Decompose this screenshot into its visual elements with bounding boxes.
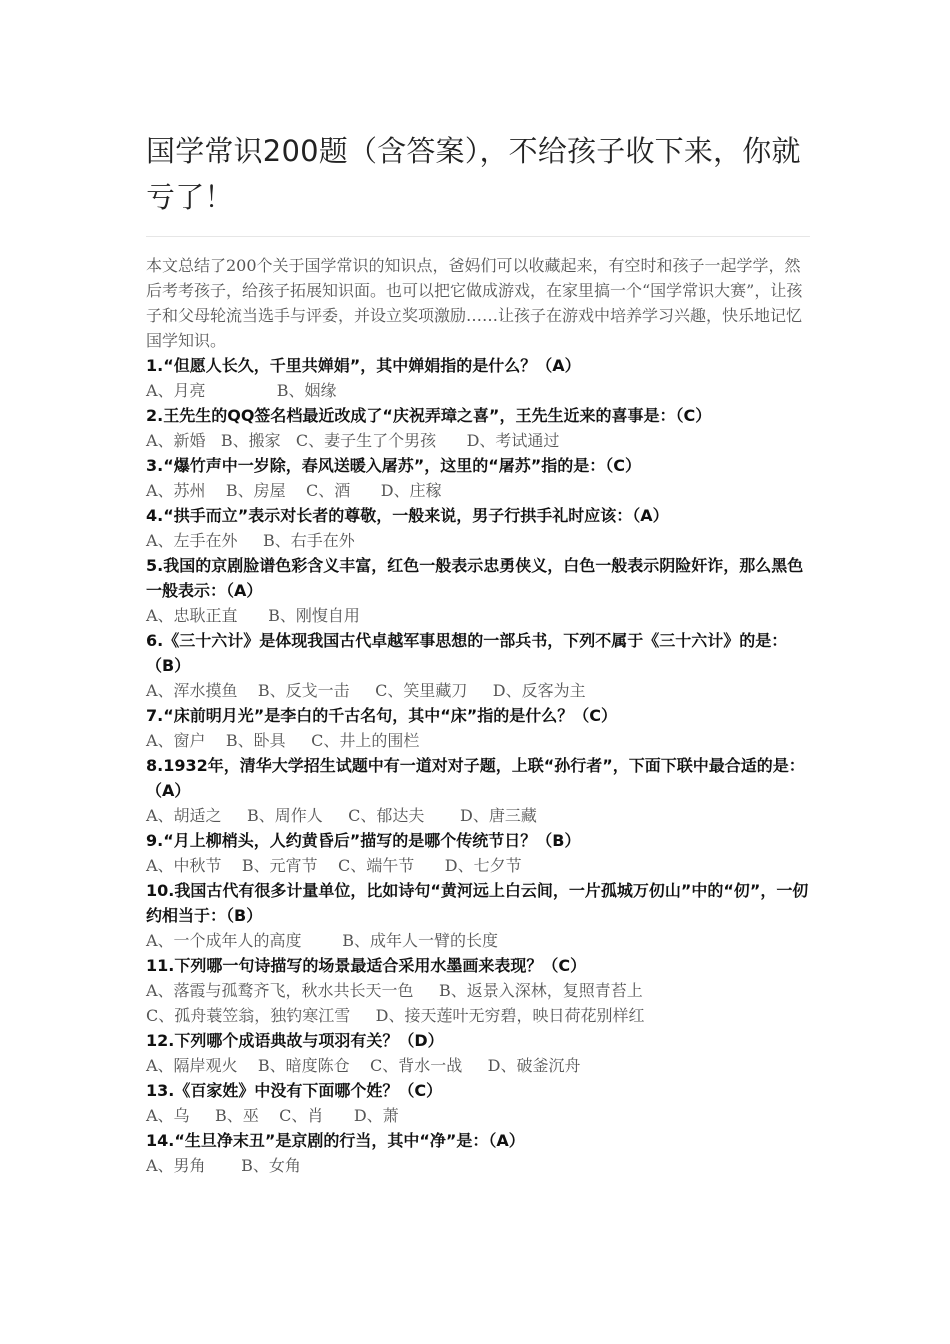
question-item bbox=[146, 628, 810, 703]
question-item bbox=[146, 703, 810, 753]
question-item bbox=[146, 403, 810, 453]
question-text: 8.1932年，清华大学招生试题中有一道对对子题，上联“孙行者”，下面下联中最合适的是：（A） bbox=[146, 756, 805, 800]
question-item bbox=[146, 1028, 810, 1078]
answer-options: A、隔岸观火 B、暗度陈仓 C、背水一战 D、破釜沉舟 bbox=[146, 1056, 581, 1075]
answer-options: A、落霞与孤鹜齐飞，秋水共长天一色 B、返景入深林，复照青苔上 bbox=[146, 981, 643, 1000]
answer-options: A、苏州 B、房屋 C、酒 D、庄稼 bbox=[146, 481, 442, 500]
answer-options: A、忠耿正直 B、刚愎自用 bbox=[146, 606, 360, 625]
answer-options: A、月亮 B、姻缘 bbox=[146, 381, 337, 400]
question-item bbox=[146, 753, 810, 828]
question-text: 10.我国古代有很多计量单位，比如诗句“黄河远上白云间，一片孤城万仞山”中的“仞”，一仞约相当于：（B） bbox=[146, 881, 809, 925]
title-divider bbox=[146, 236, 810, 237]
answer-options: A、胡适之 B、周作人 C、郁达夫 D、唐三藏 bbox=[146, 806, 537, 825]
question-item bbox=[146, 878, 810, 953]
question-item bbox=[146, 553, 810, 628]
question-text: 12.下列哪个成语典故与项羽有关？（D） bbox=[146, 1031, 444, 1050]
question-list bbox=[146, 353, 810, 1178]
answer-options: A、浑水摸鱼 B、反戈一击 C、笑里藏刀 D、反客为主 bbox=[146, 681, 586, 700]
question-text: 7.“床前明月光”是李白的千古名句，其中“床”指的是什么？（C） bbox=[146, 706, 618, 725]
answer-options: A、窗户 B、卧具 C、井上的围栏 bbox=[146, 731, 420, 750]
question-text: 9.“月上柳梢头，人约黄昏后”描写的是哪个传统节日？（B） bbox=[146, 831, 581, 850]
question-item bbox=[146, 953, 810, 1028]
question-text: 4.“拱手而立”表示对长者的尊敬，一般来说，男子行拱手礼时应该：（A） bbox=[146, 506, 669, 525]
article-title: 国学常识200题（含答案），不给孩子收下来，你就亏了！ bbox=[146, 134, 801, 214]
question-text: 1.“但愿人长久，千里共婵娟”，其中婵娟指的是什么？（A） bbox=[146, 356, 581, 375]
question-item bbox=[146, 1078, 810, 1128]
question-text: 13.《百家姓》中没有下面哪个姓？（C） bbox=[146, 1081, 443, 1100]
question-text: 11.下列哪一句诗描写的场景最适合采用水墨画来表现？（C） bbox=[146, 956, 587, 975]
answer-options: A、男角 B、女角 bbox=[146, 1156, 301, 1175]
question-item bbox=[146, 828, 810, 878]
question-item bbox=[146, 453, 810, 503]
answer-options: A、新婚 B、搬家 C、妻子生了个男孩 D、考试通过 bbox=[146, 431, 560, 450]
question-item bbox=[146, 353, 810, 403]
answer-options: A、左手在外 B、右手在外 bbox=[146, 531, 355, 550]
article-intro: 本文总结了200个关于国学常识的知识点，爸妈们可以收藏起来，有空时和孩子一起学学，然后考考孩子，给孩子拓展知识面。也可以把它做成游戏，在家里搞一个“国学常识大赛”，让孩子和父母轮流当选手与评委，并设立奖项激励……让孩子在游戏中培养学习兴趣，快乐地记忆国学知识。 bbox=[146, 256, 803, 350]
answer-options: A、一个成年人的高度 B、成年人一臂的长度 bbox=[146, 931, 499, 950]
question-text: 2.王先生的QQ签名档最近改成了“庆祝弄璋之喜”，王先生近来的喜事是：（C） bbox=[146, 406, 712, 425]
answer-options: A、中秋节 B、元宵节 C、端午节 D、七夕节 bbox=[146, 856, 522, 875]
question-item bbox=[146, 503, 810, 553]
question-item bbox=[146, 1128, 810, 1178]
question-text: 6.《三十六计》是体现我国古代卓越军事思想的一部兵书，下列不属于《三十六计》的是：（B） bbox=[146, 631, 788, 675]
question-text: 14.“生旦净末丑”是京剧的行当，其中“净”是：（A） bbox=[146, 1131, 525, 1150]
article bbox=[146, 128, 810, 1178]
answer-options: C、孤舟蓑笠翁，独钓寒江雪 D、接天莲叶无穷碧，映日荷花别样红 bbox=[146, 1006, 645, 1025]
question-text: 3.“爆竹声中一岁除，春风送暖入屠苏”，这里的“屠苏”指的是：（C） bbox=[146, 456, 642, 475]
answer-options: A、乌 B、巫 C、肖 D、萧 bbox=[146, 1106, 399, 1125]
question-text: 5.我国的京剧脸谱色彩含义丰富，红色一般表示忠勇侠义，白色一般表示阴险奸诈，那么黑色一般表示：（A） bbox=[146, 556, 804, 600]
